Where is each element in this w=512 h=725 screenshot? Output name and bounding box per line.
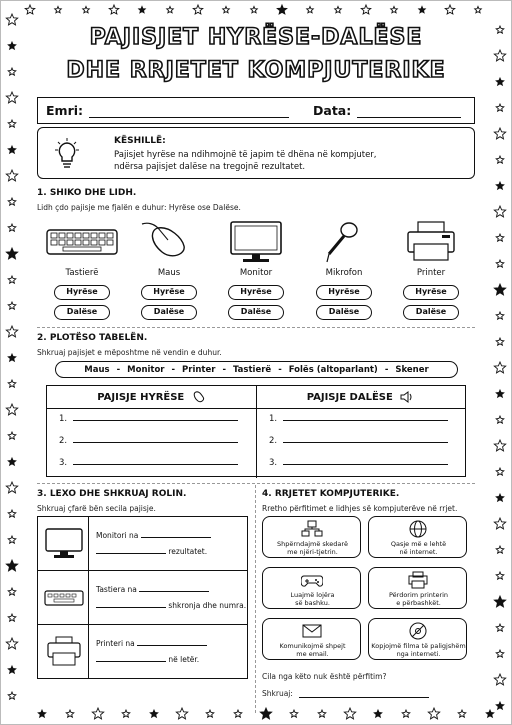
answer-line[interactable] <box>137 645 207 646</box>
tip-text <box>114 149 377 173</box>
answer-line[interactable] <box>96 661 166 662</box>
gamepad-icon <box>301 571 323 589</box>
answer-line[interactable] <box>96 553 166 554</box>
device-label: Printer <box>416 268 446 278</box>
section2-heading: 2. PLOTËSO TABELËN. <box>37 333 148 343</box>
name-date-box <box>37 97 475 124</box>
benefit-line: Shpërndajmë skedarë <box>277 540 348 548</box>
answer-line[interactable] <box>96 607 166 608</box>
name-field[interactable] <box>89 104 289 118</box>
benefit-option[interactable] <box>368 567 467 609</box>
network-icon <box>301 520 323 538</box>
answer-line[interactable] <box>283 420 448 421</box>
word-bank <box>55 361 458 378</box>
tip-title: KËSHILLË: <box>114 136 166 146</box>
table-header-line <box>47 408 465 409</box>
tip-line2: ndërsa pajisjet dalëse na tregojnë rezultatet. <box>114 162 306 172</box>
printer-icon <box>44 635 84 669</box>
monitor-icon <box>44 527 84 561</box>
tip-line1: Pajisjet hyrëse na ndihmojnë të japim të dhëna në kompjuter, <box>114 150 377 160</box>
sort-table <box>46 385 466 477</box>
card-text: rezultatet. <box>168 547 208 556</box>
col-output-header <box>256 391 465 403</box>
col-output-label: PAJISJE DALËSE <box>306 392 393 403</box>
answer-line[interactable] <box>73 442 238 443</box>
benefit-line: me njëri-tjetrin. <box>287 548 338 556</box>
table-row <box>59 414 238 424</box>
device-monitor <box>215 220 297 316</box>
date-field[interactable] <box>357 104 461 118</box>
table-row <box>59 436 238 446</box>
option-output-button[interactable]: Dalëse <box>403 305 459 320</box>
benefit-line: Përdorim printerin <box>388 591 449 599</box>
benefit-option[interactable] <box>368 618 467 660</box>
word-bank-item: Printer <box>182 364 216 375</box>
word-bank-item: Monitor <box>127 364 165 375</box>
section3-heading: 3. LEXO DHE SHKRUAJ ROLIN. <box>37 489 187 499</box>
benefit-text <box>265 642 360 658</box>
table-row <box>269 414 448 424</box>
benefit-line: nga interneti. <box>396 650 441 658</box>
role-card-keyboard <box>37 570 248 625</box>
section1-heading: 1. SHIKO DHE LIDH. <box>37 188 137 198</box>
benefit-text <box>371 642 466 658</box>
mouse-icon <box>192 391 206 403</box>
answer-line[interactable] <box>283 442 448 443</box>
word-bank-separator: - <box>116 364 121 375</box>
name-label: Emri: <box>46 103 84 118</box>
card-divider <box>88 517 89 570</box>
card-line2 <box>96 601 246 610</box>
table-row <box>59 458 238 468</box>
divider <box>37 327 475 328</box>
monitor-icon <box>215 220 297 264</box>
benefit-line: së bashku. <box>295 599 330 607</box>
mouse-icon <box>128 220 210 264</box>
section4-instruction: Rretho përfitimet e lidhjes së kompjuterëve në rrjet. <box>262 504 458 513</box>
device-label: Tastierë <box>65 268 99 278</box>
section3-instruction: Shkruaj çfarë bën secila pajisje. <box>37 504 156 513</box>
row-number: 2. <box>269 436 278 446</box>
word-bank-item: Maus <box>84 364 110 375</box>
benefit-line: në internet. <box>399 548 438 556</box>
section2-instruction: Shkruaj pajisjet e mëposhtme në vendin e duhur. <box>37 348 222 357</box>
word-bank-separator: - <box>222 364 226 375</box>
col-input-label: PAJISJE HYRËSE <box>97 392 185 403</box>
role-card-monitor <box>37 516 248 571</box>
divider <box>37 483 475 484</box>
benefit-line: Qasje më e lehtë <box>390 540 447 548</box>
answer-label: Shkruaj: <box>262 689 293 698</box>
keyboard-icon <box>41 220 123 264</box>
card-text: Tastiera na <box>96 585 137 594</box>
benefit-option[interactable] <box>262 567 361 609</box>
answer-line[interactable] <box>73 464 238 465</box>
word-bank-item: Tastierë <box>232 364 272 375</box>
option-output-button[interactable]: Dalëse <box>54 305 110 320</box>
device-label: Monitor <box>239 268 273 278</box>
printer-icon <box>390 220 472 264</box>
lightbulb-icon <box>52 138 82 172</box>
benefit-line: Kopjojmë filma të paligjshëm <box>371 642 466 650</box>
speaker-icon <box>400 391 414 403</box>
device-label: Maus <box>157 268 181 278</box>
device-microphone <box>303 220 385 316</box>
disc-icon <box>407 622 429 640</box>
benefit-text <box>265 540 360 556</box>
benefit-line: e përbashkët. <box>396 599 441 607</box>
benefit-text <box>371 540 466 556</box>
option-input-button[interactable]: Hyrëse <box>316 285 372 300</box>
option-output-button[interactable]: Dalëse <box>316 305 372 320</box>
role-card-printer <box>37 624 248 679</box>
envelope-icon <box>301 622 323 640</box>
answer-line[interactable] <box>299 689 429 698</box>
word-bank-item: Folës (altoparlant) <box>288 364 378 375</box>
column-divider <box>255 485 256 713</box>
answer-line[interactable] <box>73 420 238 421</box>
benefit-text <box>265 591 360 607</box>
row-number: 3. <box>269 458 278 468</box>
word-bank-separator: - <box>171 364 176 375</box>
device-label: Mikrofon <box>325 268 363 278</box>
section4-question: Cila nga këto nuk është përfitim? <box>262 672 387 681</box>
option-input-button[interactable]: Hyrëse <box>228 285 284 300</box>
table-row <box>269 458 448 468</box>
card-divider <box>88 625 89 678</box>
card-divider <box>88 571 89 624</box>
benefit-line: Luajmë lojëra <box>290 591 335 599</box>
benefit-option[interactable] <box>368 516 467 558</box>
benefit-option[interactable] <box>262 516 361 558</box>
card-line1 <box>96 585 209 594</box>
benefit-option[interactable] <box>262 618 361 660</box>
section1-instruction: Lidh çdo pajisje me fjalën e duhur: Hyrëse ose Dalëse. <box>37 203 241 212</box>
row-number: 2. <box>59 436 68 446</box>
option-input-button[interactable]: Hyrëse <box>403 285 459 300</box>
benefit-line: me email. <box>296 650 329 658</box>
card-line1 <box>96 531 211 540</box>
answer-line[interactable] <box>141 537 211 538</box>
option-output-button[interactable]: Dalëse <box>228 305 284 320</box>
row-number: 1. <box>269 414 278 424</box>
col-input-header <box>47 391 256 403</box>
answer-line[interactable] <box>283 464 448 465</box>
tip-box <box>37 127 475 179</box>
word-bank-item: Skener <box>395 364 429 375</box>
device-printer <box>390 220 472 316</box>
device-mouse <box>128 220 210 316</box>
card-text: Monitori na <box>96 531 139 540</box>
option-output-button[interactable]: Dalëse <box>141 305 197 320</box>
row-number: 3. <box>59 458 68 468</box>
card-text: shkronja dhe numra. <box>168 601 247 610</box>
benefit-line: Komunikojmë shpejt <box>279 642 346 650</box>
answer-line[interactable] <box>139 591 209 592</box>
card-text: Printeri na <box>96 639 135 648</box>
microphone-icon <box>303 220 385 264</box>
table-row <box>269 436 448 446</box>
section4-answer <box>262 689 429 698</box>
worksheet-title-line2: DHE RRJETET KOMPJUTERIKE <box>66 58 446 83</box>
date-label: Data: <box>313 103 352 118</box>
option-input-button[interactable]: Hyrëse <box>54 285 110 300</box>
row-number: 1. <box>59 414 68 424</box>
section4-heading: 4. RRJETET KOMPJUTERIKE. <box>262 489 400 499</box>
card-line2 <box>96 547 207 556</box>
globe-icon <box>407 520 429 538</box>
worksheet-title-line1: PAJISJET HYRËSE-DALËSE <box>89 25 423 50</box>
benefit-text <box>371 591 466 607</box>
device-keyboard <box>41 220 123 316</box>
card-text: në letër. <box>168 655 200 664</box>
card-line1 <box>96 639 207 648</box>
option-input-button[interactable]: Hyrëse <box>141 285 197 300</box>
printer-icon <box>407 571 429 589</box>
card-line2 <box>96 655 199 664</box>
word-bank-separator: - <box>384 364 389 375</box>
keyboard-icon <box>44 581 84 615</box>
word-bank-separator: - <box>278 364 282 375</box>
